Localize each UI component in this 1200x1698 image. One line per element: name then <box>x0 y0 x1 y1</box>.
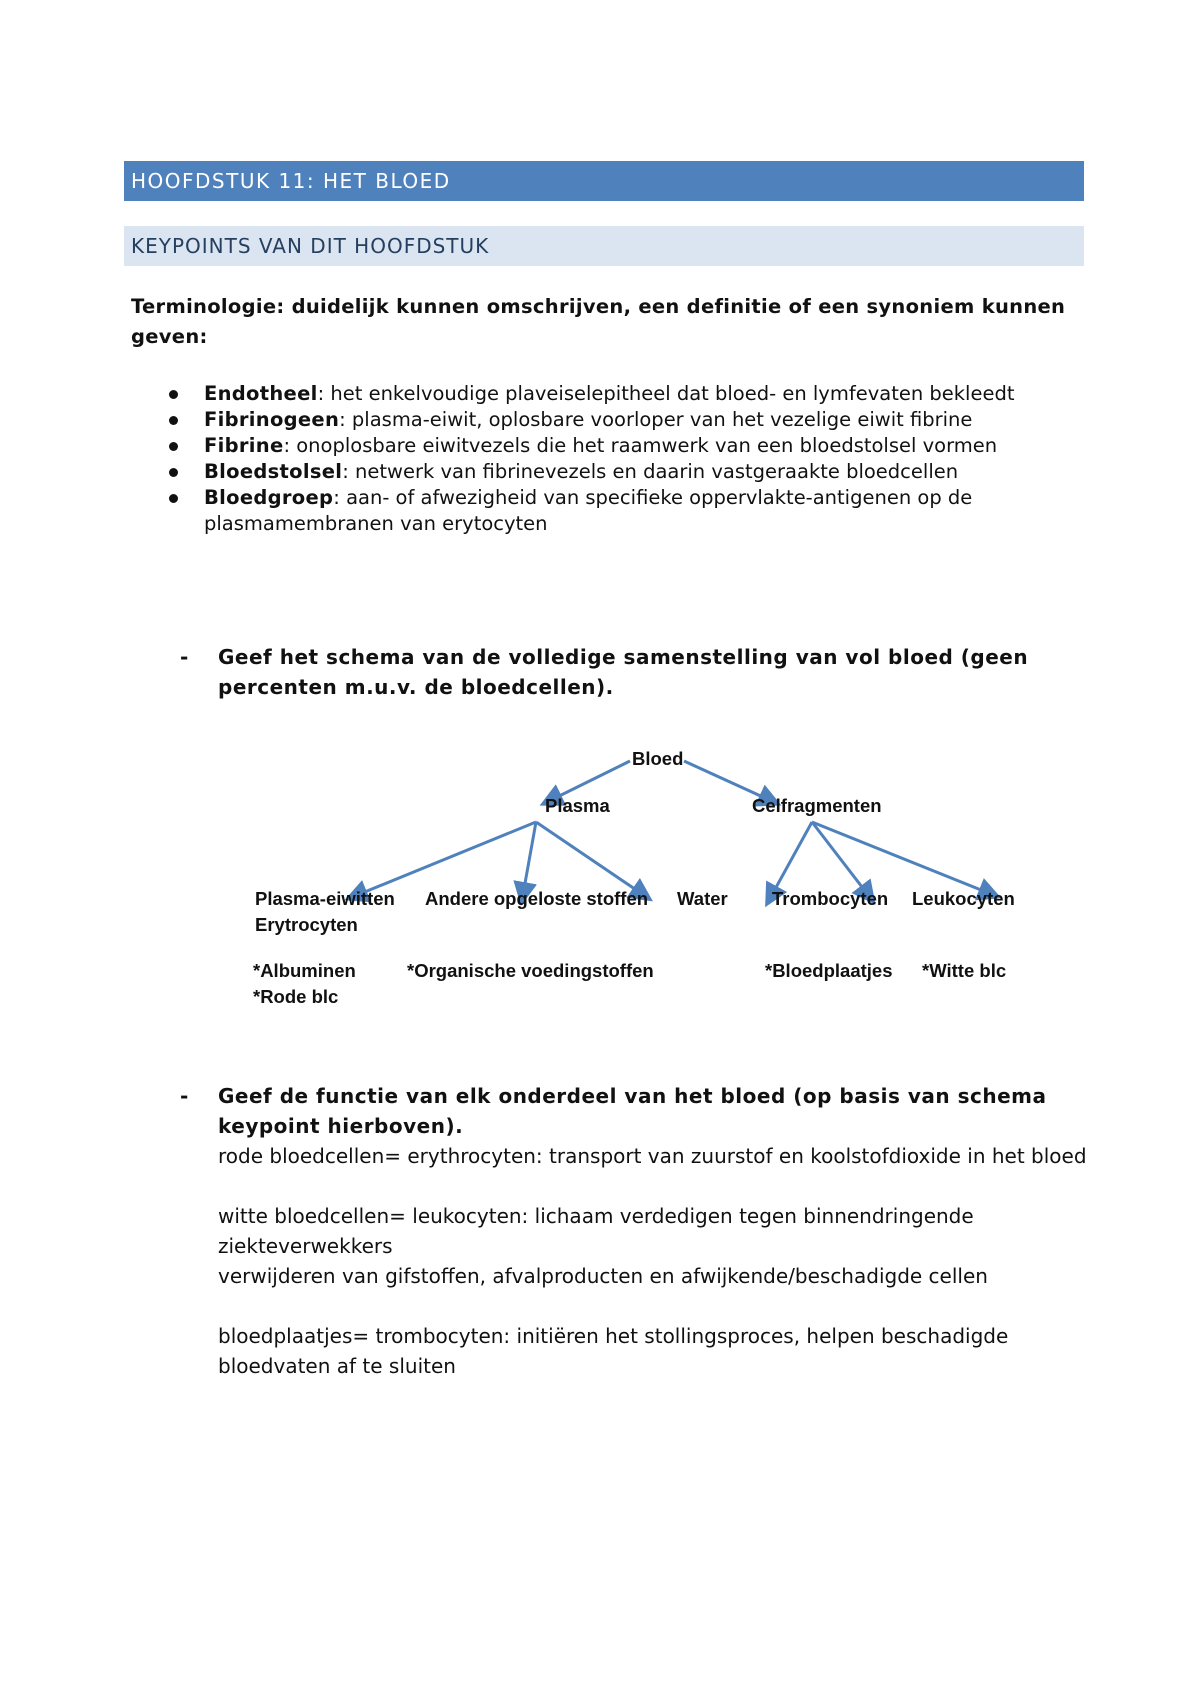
chapter-heading: HOOFDSTUK 11: HET BLOED <box>124 161 1084 201</box>
term-definition: : plasma-eiwit, oplosbare voorloper van het vezelige eiwit fibrine <box>339 408 973 431</box>
term-item <box>131 485 1091 537</box>
arrow-plasma-water <box>536 822 648 898</box>
arrow-cel-leukocyten <box>812 822 996 896</box>
node-witte-blc: *Witte blc <box>922 960 1007 981</box>
answer-rode-bloedcellen <box>218 1141 1098 1171</box>
node-bloedplaatjes: *Bloedplaatjes <box>765 960 893 981</box>
question-2 <box>180 1081 1090 1141</box>
answer-line: witte bloedcellen= leukocyten: lichaam verdedigen tegen binnendringende ziekteverwekkers <box>218 1204 974 1258</box>
node-plasma-eiwitten: Plasma-eiwitten <box>255 888 395 909</box>
bullet-icon <box>169 468 178 477</box>
answer-witte-bloedcellen <box>218 1201 1098 1291</box>
answer-bloedplaatjes <box>218 1321 1098 1381</box>
node-andere-opgeloste-stoffen: Andere opgeloste stoffen <box>425 888 649 909</box>
bullet-icon <box>169 416 178 425</box>
terminology-intro: Terminologie: duidelijk kunnen omschrijven, een definitie of een synoniem kunnen geven: <box>131 295 1066 348</box>
dash-bullet: - <box>180 645 189 669</box>
term-item <box>131 459 1091 485</box>
dash-bullet: - <box>180 1084 189 1108</box>
term-name: Fibrine <box>204 434 284 457</box>
node-trombocyten: Trombocyten <box>772 888 889 909</box>
answer-line: rode bloedcellen= erythrocyten: transport van zuurstof en koolstofdioxide in het bloed <box>218 1144 1087 1168</box>
term-name: Fibrinogeen <box>204 408 340 431</box>
node-leukocyten: Leukocyten <box>912 888 1015 909</box>
node-erytrocyten: Erytrocyten <box>255 914 358 935</box>
node-water: Water <box>677 888 728 909</box>
terminology-list <box>131 381 1091 537</box>
term-item <box>131 381 1091 407</box>
answer-line: verwijderen van gifstoffen, afvalproducten en afwijkende/beschadigde cellen <box>218 1264 988 1288</box>
node-rode-blc: *Rode blc <box>253 986 339 1007</box>
question-2-text: Geef de functie van elk onderdeel van het bloed (op basis van schema keypoint hierboven). <box>218 1084 1047 1138</box>
bullet-icon <box>169 390 178 399</box>
node-celfragmenten: Celfragmenten <box>752 795 882 816</box>
term-name: Bloedgroep <box>204 486 334 509</box>
term-definition: : het enkelvoudige plaveiselepitheel dat bloed- en lymfevaten bekleedt <box>317 382 1015 405</box>
keypoints-heading: KEYPOINTS VAN DIT HOOFDSTUK <box>124 226 1084 266</box>
bullet-icon <box>169 494 178 503</box>
term-name: Endotheel <box>204 382 318 405</box>
arrow-plasma-eiwitten <box>350 822 536 898</box>
term-name: Bloedstolsel <box>204 460 343 483</box>
node-organische-voedingstoffen: *Organische voedingstoffen <box>407 960 654 981</box>
node-albuminen: *Albuminen <box>253 960 356 981</box>
answer-line: bloedplaatjes= trombocyten: initiëren het stollingsproces, helpen beschadigde bloedvaten af te sluiten <box>218 1324 1009 1378</box>
bullet-icon <box>169 442 178 451</box>
question-1 <box>180 642 1090 702</box>
node-plasma: Plasma <box>545 795 610 816</box>
term-definition: : netwerk van fibrinevezels en daarin vastgeraakte bloedcellen <box>342 460 959 483</box>
term-item <box>131 433 1091 459</box>
term-item <box>131 407 1091 433</box>
answer-block <box>218 1141 1098 1411</box>
question-1-text: Geef het schema van de volledige samenstelling van vol bloed (geen percenten m.u.v. de bloedcellen). <box>218 645 1029 699</box>
term-definition: : onoplosbare eiwitvezels die het raamwerk van een bloedstolsel vormen <box>283 434 998 457</box>
node-bloed: Bloed <box>632 748 684 769</box>
term-definition: : aan- of afwezigheid van specifieke oppervlakte-antigenen op de plasmamembranen van erytocyten <box>204 486 973 535</box>
